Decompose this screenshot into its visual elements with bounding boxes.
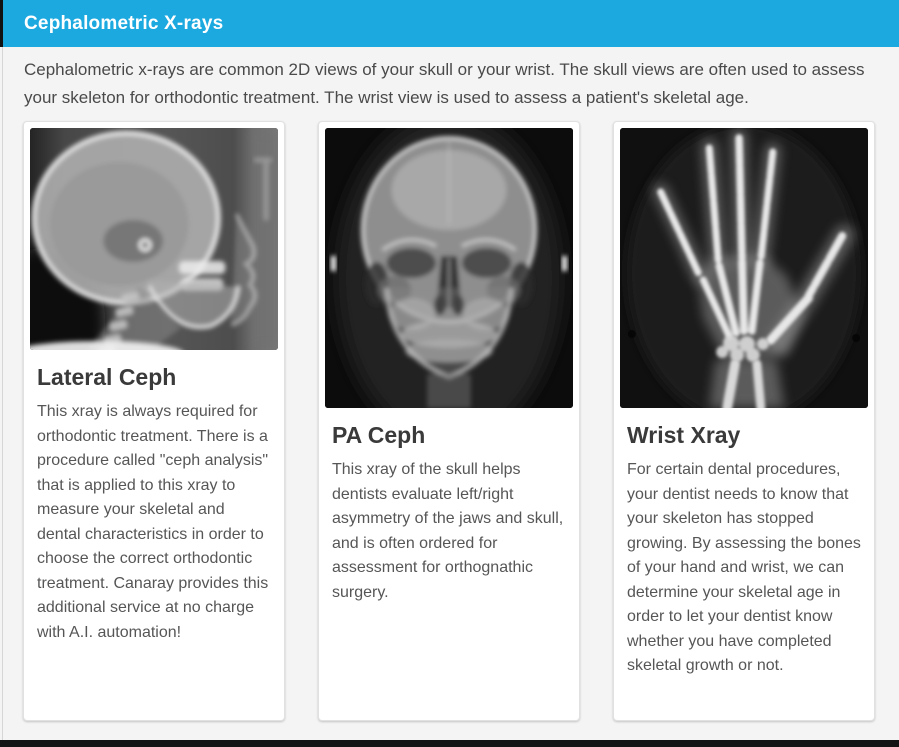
card-title: Lateral Ceph [37, 364, 177, 390]
card-lateral-ceph [23, 121, 285, 721]
card-description: This xray is always required for orthodontic treatment. There is a procedure called "ceph analysis" that is applied to this xray to measure your skeletal and dental characteristics in order to choose the correct orthodontic treatment. Canaray provides this additional service at no charge with A.I. automation! [37, 403, 269, 641]
card-title: Wrist Xray [627, 422, 741, 448]
card-description: This xray of the skull helps dentists evaluate left/right asymmetry of the jaws and skull, and is often ordered for assessment for orthognathic surgery. [332, 461, 564, 601]
bottom-edge-bar [0, 740, 899, 747]
left-edge-divider [2, 47, 3, 747]
page-header [0, 0, 899, 47]
card-title: PA Ceph [332, 422, 426, 448]
page-title: Cephalometric X-rays [24, 12, 224, 34]
wrist-xray-image [620, 128, 868, 408]
card-wrist-xray [613, 121, 875, 721]
card-body [319, 408, 579, 617]
card-body [24, 350, 284, 657]
intro-text: Cephalometric x-rays are common 2D views of your skull or your wrist. The skull views are often used to assess your skeleton for orthodontic treatment. The wrist view is used to assess a patient's skeletal age. [24, 60, 865, 107]
card-row [23, 121, 875, 721]
card-pa-ceph [318, 121, 580, 721]
card-body [614, 408, 874, 691]
card-description: For certain dental procedures, your dentist needs to know that your skeleton has stopped growing. By assessing the bones of your hand and wrist, we can determine your skeletal age in order to let your dentist know whether you have completed skeletal growth or not. [627, 461, 861, 674]
pa-ceph-xray-image [325, 128, 573, 408]
lateral-ceph-xray-image [30, 128, 278, 350]
